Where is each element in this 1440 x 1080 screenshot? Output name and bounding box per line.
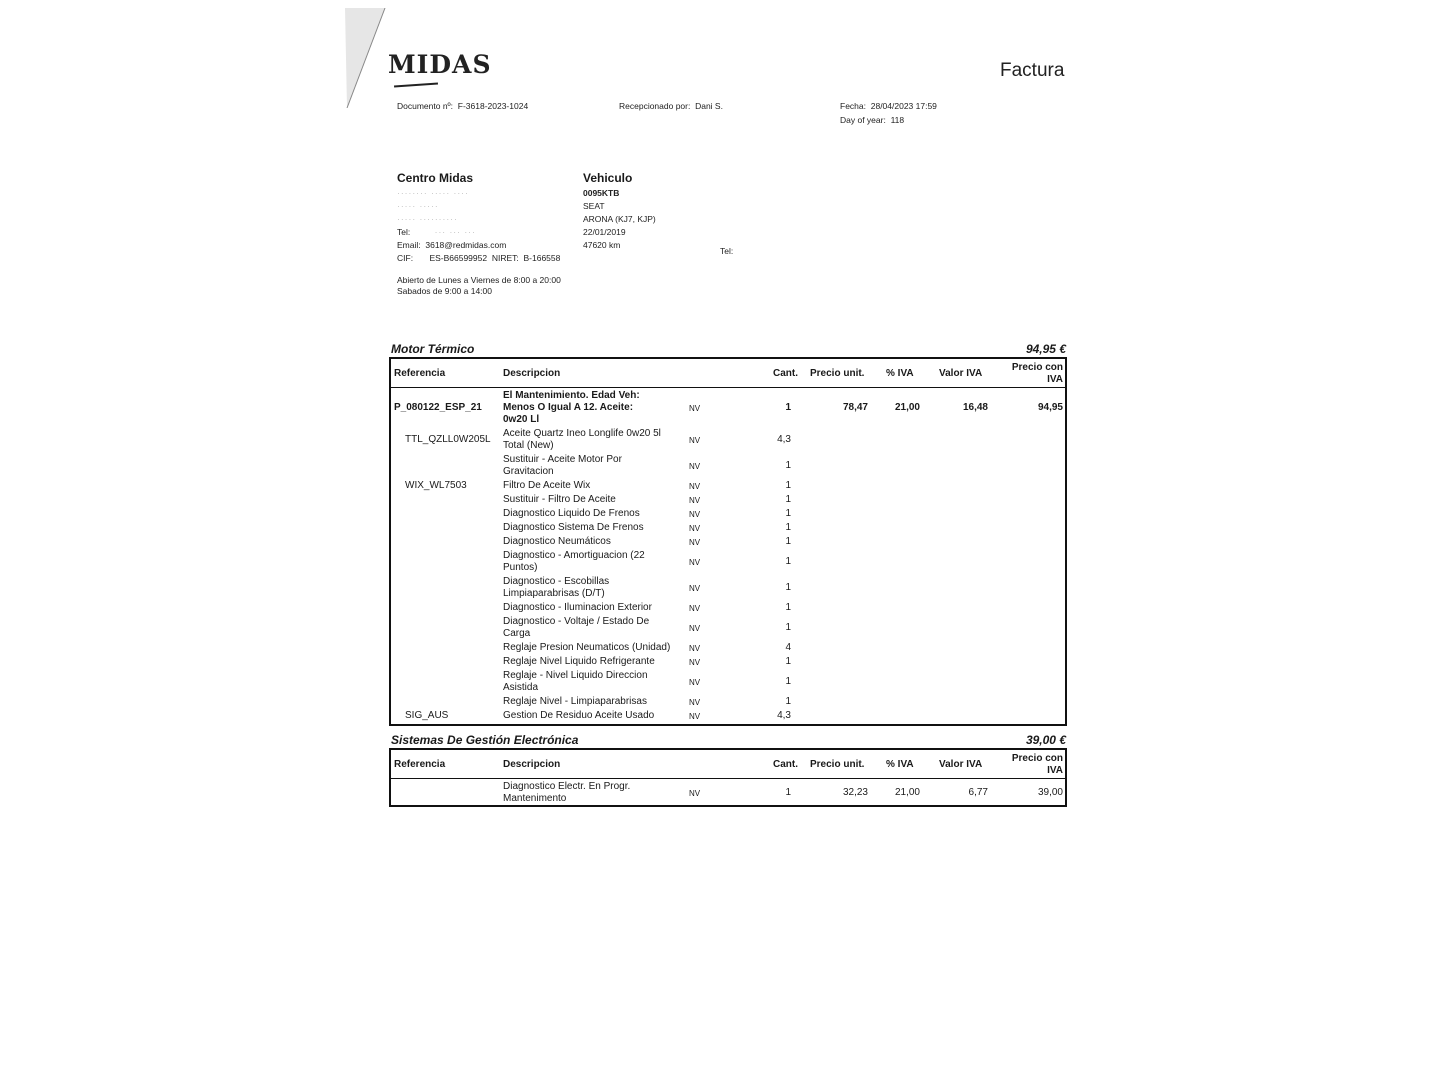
item-flag: NV — [689, 678, 701, 687]
invoice-date — [840, 101, 937, 111]
vehicle-registration-date: 22/01/2019 — [583, 227, 626, 237]
item-quantity: 1 — [785, 696, 791, 707]
vehicle-make: SEAT — [583, 201, 605, 211]
item-description — [503, 670, 683, 694]
item-flag: NV — [689, 584, 701, 593]
item-description-line: Total (New) — [503, 440, 554, 451]
document-number — [397, 101, 528, 111]
item-description-line: Reglaje Nivel - Limpiaparabrisas — [503, 696, 647, 707]
item-description-line: Filtro De Aceite Wix — [503, 480, 591, 491]
item-description-line: Limpiaparabrisas (D/T) — [503, 588, 605, 599]
item-flag: NV — [689, 538, 701, 547]
item-quantity: 4 — [785, 642, 791, 653]
item-description — [503, 642, 683, 654]
day-of-year — [840, 115, 904, 125]
centro-email-value: 3618@redmidas.com — [425, 240, 507, 250]
item-description-line: El Mantenimiento. Edad Veh: — [503, 390, 640, 401]
item-quantity: 1 — [785, 622, 791, 633]
item-description — [503, 428, 683, 452]
centro-cif — [397, 252, 587, 265]
item-flag: NV — [689, 462, 701, 471]
item-flag: NV — [689, 789, 701, 798]
item-quantity: 1 — [785, 508, 791, 519]
vehicle-plate: 0095KTB — [583, 188, 620, 198]
item-description — [503, 454, 683, 478]
item-total: 39,00 — [1037, 787, 1063, 798]
item-description — [503, 480, 683, 492]
item-flag: NV — [689, 496, 701, 505]
centro-address-redacted-3: ····· ·········· — [397, 214, 458, 224]
item-description — [503, 390, 683, 426]
day-of-year-label: Day of year: — [840, 115, 886, 125]
item-description-line: Diagnostico Sistema De Frenos — [503, 522, 644, 533]
item-description-line: Diagnostico - Escobillas — [503, 576, 610, 587]
item-description-line: Asistida — [503, 682, 539, 693]
item-vat-value: 6,77 — [968, 787, 988, 798]
item-vat-value: 16,48 — [962, 402, 988, 413]
received-by-label: Recepcionado por: — [619, 101, 691, 111]
col-header-total — [991, 362, 1063, 386]
centro-cif-value: ES-B66599952 — [429, 253, 488, 263]
item-description-line: Reglaje - Nivel Liquido Direccion — [503, 670, 648, 681]
item-description-line: Diagnostico Electr. En Progr. — [503, 781, 631, 792]
col-header-ref: Referencia — [394, 368, 446, 379]
col-header-vat-value: Valor IVA — [939, 759, 983, 770]
item-unit-price: 32,23 — [842, 787, 868, 798]
document-number-label: Documento nº: — [397, 101, 454, 111]
col-header-total-line1: Precio con — [1011, 753, 1063, 764]
item-description-line: Reglaje Presion Neumaticos (Unidad) — [503, 642, 671, 653]
item-total: 94,95 — [1037, 402, 1063, 413]
item-quantity: 1 — [785, 480, 791, 491]
col-header-ref: Referencia — [394, 759, 446, 770]
col-header-total — [991, 753, 1063, 777]
item-description-line: Gravitacion — [503, 466, 554, 477]
item-flag: NV — [689, 524, 701, 533]
motor-termico-table — [389, 357, 1067, 726]
scan-shadow — [345, 8, 387, 108]
item-description — [503, 696, 683, 708]
item-vat-percent: 21,00 — [894, 787, 920, 798]
item-description-line: Carga — [503, 628, 531, 639]
item-flag: NV — [689, 510, 701, 519]
centro-email — [397, 239, 587, 252]
item-reference: WIX_WL7503 — [405, 480, 467, 491]
centro-title: Centro Midas — [397, 171, 474, 185]
item-description — [503, 508, 683, 520]
item-quantity: 1 — [785, 522, 791, 533]
item-description-line: Menos O Igual A 12. Aceite: — [503, 402, 634, 413]
item-flag: NV — [689, 624, 701, 633]
item-description-line: Puntos) — [503, 562, 538, 573]
centro-niret-label: NIRET: — [491, 253, 519, 263]
item-description-line: Diagnostico - Amortiguacion (22 — [503, 550, 645, 561]
vehicle-model: ARONA (KJ7, KJP) — [583, 214, 656, 224]
item-description-line: Diagnostico Liquido De Frenos — [503, 508, 640, 519]
item-description-line: Aceite Quartz Ineo Longlife 0w20 5l — [503, 428, 661, 439]
logo-underline — [394, 82, 438, 87]
item-flag: NV — [689, 658, 701, 667]
item-description — [503, 781, 683, 805]
item-quantity: 1 — [785, 536, 791, 547]
item-description — [503, 656, 683, 668]
centro-tel-value: ··· ··· ··· — [434, 227, 476, 237]
category-motor-termico-total: 94,95 € — [1025, 342, 1066, 356]
item-description-line: Sustituir - Aceite Motor Por — [503, 454, 622, 465]
col-header-total-line2: IVA — [1047, 765, 1063, 776]
category-gestion-electronica-title: Sistemas De Gestión Electrónica — [391, 733, 579, 747]
item-quantity: 1 — [785, 676, 791, 687]
gestion-electronica-table — [389, 748, 1067, 807]
col-header-unit-price: Precio unit. — [810, 759, 865, 770]
col-header-unit-price: Precio unit. — [810, 368, 865, 379]
item-flag: NV — [689, 644, 701, 653]
vehicle-block — [583, 171, 723, 252]
item-quantity: 1 — [785, 460, 791, 471]
item-description-line: Mantenimento — [503, 793, 567, 804]
col-header-desc: Descripcion — [503, 759, 561, 770]
item-quantity: 4,3 — [777, 710, 791, 721]
item-reference: SIG_AUS — [405, 710, 449, 721]
item-description-line: 0w20 Ll — [503, 414, 540, 425]
centro-tel — [397, 226, 587, 239]
item-description — [503, 494, 683, 506]
centro-address-redacted-2: ····· ····· — [397, 201, 439, 211]
item-description-line: Diagnostico - Iluminacion Exterior — [503, 602, 652, 613]
item-description-line: Gestion De Residuo Aceite Usado — [503, 710, 655, 721]
item-quantity: 1 — [785, 582, 791, 593]
item-unit-price: 78,47 — [842, 402, 868, 413]
item-description — [503, 710, 683, 722]
item-flag: NV — [689, 558, 701, 567]
item-description-line: Diagnostico Neumáticos — [503, 536, 611, 547]
item-flag: NV — [689, 698, 701, 707]
day-of-year-value: 118 — [890, 115, 905, 125]
item-flag: NV — [689, 404, 701, 413]
col-header-qty: Cant. — [773, 368, 798, 379]
item-reference: TTL_QZLL0W205L — [405, 434, 491, 445]
header-rule — [391, 778, 1065, 779]
centro-cif-label: CIF: — [397, 253, 414, 263]
item-description-line: Reglaje Nivel Liquido Refrigerante — [503, 656, 655, 667]
invoice-date-value: 28/04/2023 17:59 — [870, 101, 937, 111]
opening-hours-weekdays: Abierto de Lunes a Viernes de 8:00 a 20:00 — [397, 275, 561, 285]
midas-logo — [388, 50, 492, 95]
item-reference: P_080122_ESP_21 — [394, 402, 482, 413]
centro-address-redacted-1: ········ ····· ···· — [397, 188, 469, 198]
item-quantity: 1 — [785, 656, 791, 667]
received-by — [619, 101, 723, 111]
item-description — [503, 602, 683, 614]
item-description — [503, 616, 683, 640]
vehicle-tel-label: Tel: — [720, 246, 734, 256]
col-header-vat: % IVA — [886, 759, 914, 770]
document-title: Factura — [1000, 60, 1065, 81]
opening-hours-saturday: Sabados de 9:00 a 14:00 — [397, 286, 492, 296]
item-description — [503, 522, 683, 534]
item-quantity: 1 — [785, 494, 791, 505]
document-number-value: F-3618-2023-1024 — [457, 101, 529, 111]
vehicle-km: 47620 km — [583, 240, 621, 250]
centro-niret-value: B-166558 — [523, 253, 561, 263]
centro-email-label: Email: — [397, 240, 421, 250]
category-gestion-electronica-total: 39,00 € — [1025, 733, 1066, 747]
item-vat-percent: 21,00 — [894, 402, 920, 413]
col-header-total-line2: IVA — [1047, 374, 1063, 385]
item-quantity: 1 — [785, 556, 791, 567]
item-flag: NV — [689, 436, 701, 445]
logo-text: MIDAS — [388, 50, 492, 79]
item-description-line: Diagnostico - Voltaje / Estado De — [503, 616, 650, 627]
item-quantity: 1 — [785, 602, 791, 613]
item-description-line: Sustituir - Filtro De Aceite — [503, 494, 616, 505]
item-flag: NV — [689, 604, 701, 613]
centro-block — [397, 171, 587, 297]
category-motor-termico-title: Motor Térmico — [391, 342, 475, 356]
vehicle-title: Vehiculo — [583, 171, 633, 185]
col-header-vat: % IVA — [886, 368, 914, 379]
centro-tel-label: Tel: — [397, 227, 411, 237]
header-rule — [391, 387, 1065, 388]
item-flag: NV — [689, 482, 701, 491]
item-description — [503, 576, 683, 600]
col-header-qty: Cant. — [773, 759, 798, 770]
col-header-vat-value: Valor IVA — [939, 368, 983, 379]
item-description — [503, 536, 683, 548]
item-quantity: 4,3 — [777, 434, 791, 445]
col-header-desc: Descripcion — [503, 368, 561, 379]
invoice-date-label: Fecha: — [840, 101, 866, 111]
item-quantity: 1 — [785, 787, 791, 798]
item-description — [503, 550, 683, 574]
item-quantity: 1 — [785, 402, 791, 413]
item-flag: NV — [689, 712, 701, 721]
received-by-value: Dani S. — [695, 101, 723, 111]
col-header-total-line1: Precio con — [1011, 362, 1063, 373]
